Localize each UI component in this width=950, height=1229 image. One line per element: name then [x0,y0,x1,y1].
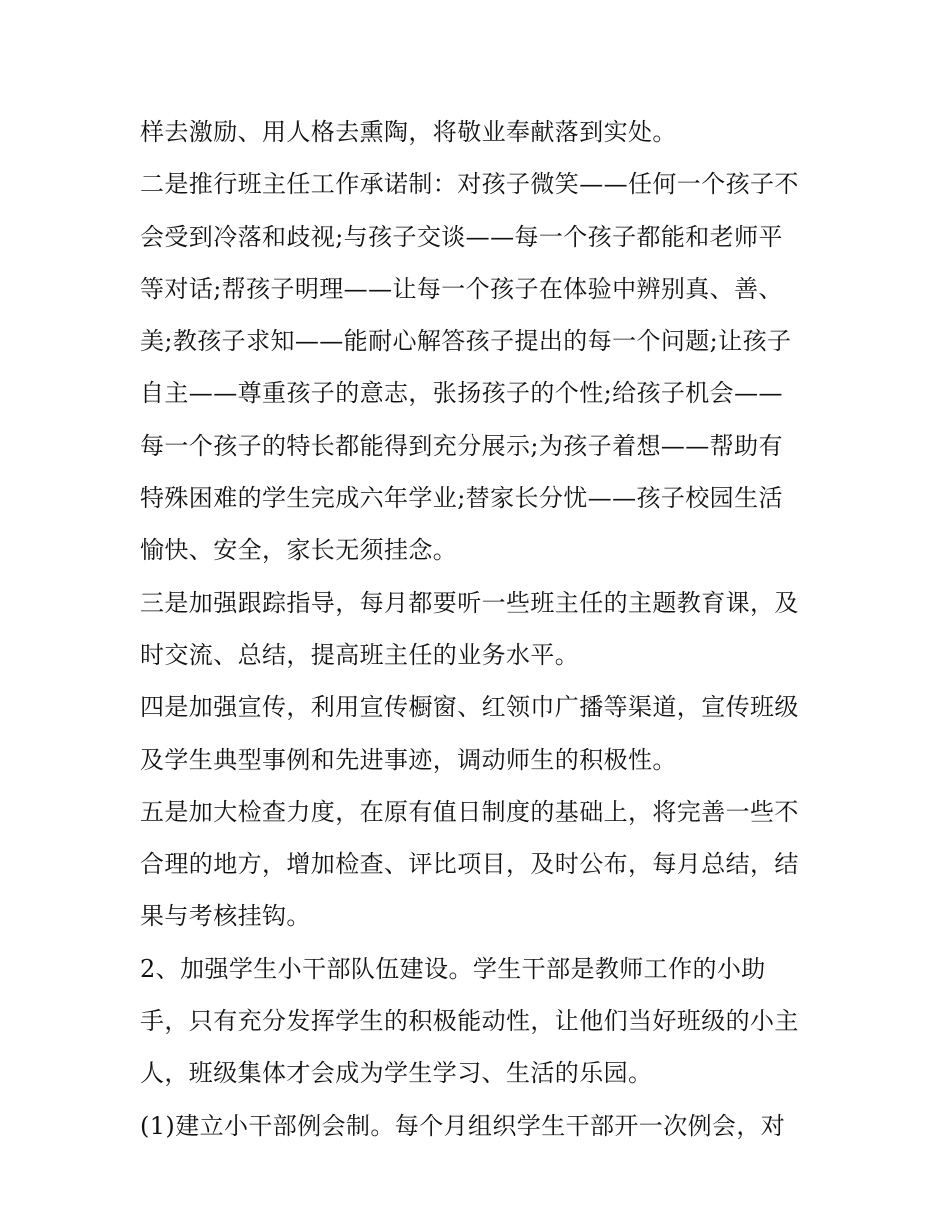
text-line: 每一个孩子的特长都能得到充分展示;为孩子着想——帮助有 [140,431,783,460]
text-line: 样去激励、用人格去熏陶，将敬业奉献落到实处。 [140,118,677,146]
text-line: 合理的地方，增加检查、评比项目，及时公布，每月总结，结 [140,850,799,879]
text-line: 愉快、安全，家长无须挂念。 [140,536,458,565]
text-line: 三是加强跟踪指导，每月都要听一些班主任的主题教育课，及 [140,588,799,617]
text-line: 二是推行班主任工作承诺制：对孩子微笑——任何一个孩子不 [140,170,799,199]
body-text [140,106,820,1152]
text-line: 及学生典型事例和先进事迹，调动师生的积极性。 [140,745,677,774]
text-line: 人，班级集体才会成为学生学习、生活的乐园。 [140,1059,653,1088]
text-line: 四是加强宣传，利用宣传橱窗、红领巾广播等渠道，宣传班级 [140,693,799,722]
text-line: 时交流、总结，提高班主任的业务水平。 [140,640,580,669]
text-line: 会受到冷落和歧视;与孩子交谈——每一个孩子都能和老师平 [140,222,783,251]
text-line: 等对话;帮孩子明理——让每一个孩子在体验中辨别真、善、 [140,274,783,303]
text-line: (1)建立小干部例会制。每个月组织学生干部开一次例会，对 [140,1111,786,1140]
text-line: 果与考核挂钩。 [140,902,311,931]
text-line: 手，只有充分发挥学生的积极能动性，让他们当好班级的小主 [140,1007,799,1036]
text-line: 特殊困难的学生完成六年学业;替家长分忧——孩子校园生活 [140,484,783,513]
text-line: 自主——尊重孩子的意志，张扬孩子的个性;给孩子机会—— [140,379,783,408]
text-line: 五是加大检查力度，在原有值日制度的基础上，将完善一些不 [140,797,799,826]
text-line: 2、加强学生小干部队伍建设。学生干部是教师工作的小助 [140,954,766,983]
text-line: 美;教孩子求知——能耐心解答孩子提出的每一个问题;让孩子 [140,327,792,356]
